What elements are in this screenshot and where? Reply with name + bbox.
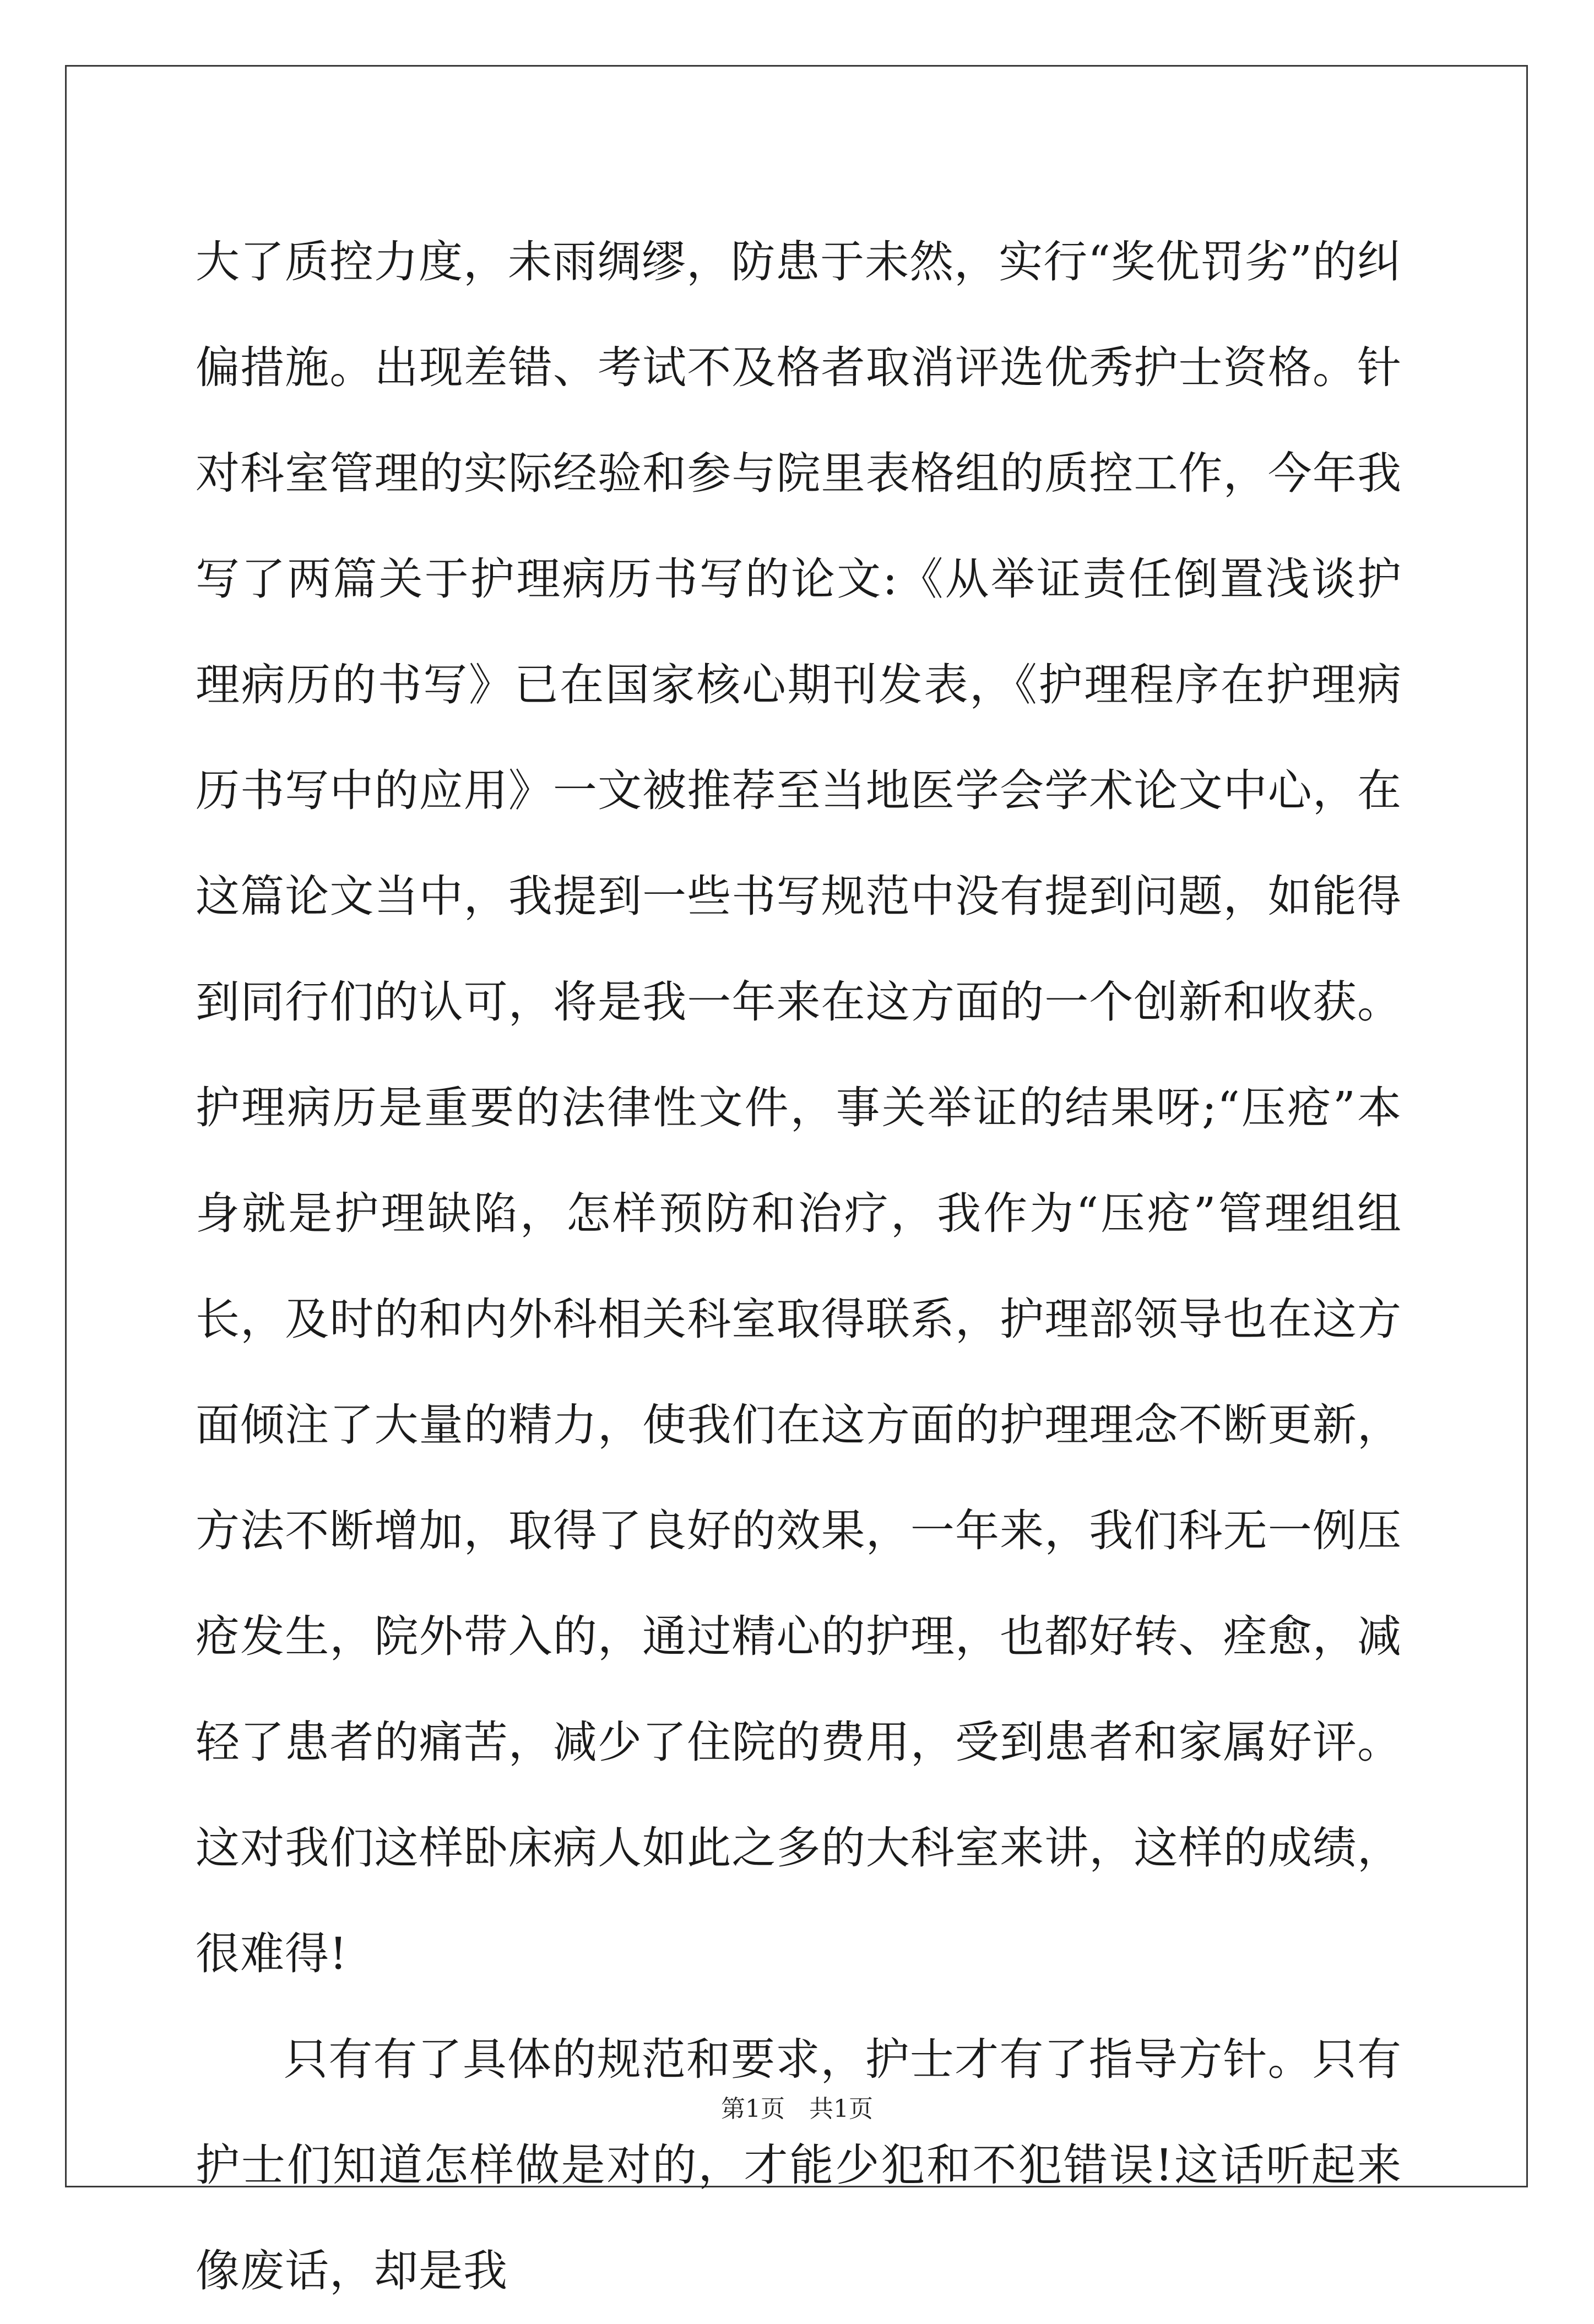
paragraph-1: 大了质控力度，未雨绸缪，防患于未然，实行“奖优罚劣”的纠偏措施。出现差错、考试不及格者取消评选优秀护士资格。针对科室管理的实际经验和参与院里表格组的质控工作，今年我写了两篇关于护理病历书写的论文:《从举证责任倒置浅谈护理病历的书写》已在国家核心期刊发表，《护理程序在护理病历书写中的应用》一文被推荐至当地医学会学术论文中心，在这篇论文当中，我提到一些书写规范中没有提到问题，如能得到同行们的认可，将是我一年来在这方面的一个创新和收获。护理病历是重要的法律性文件，事关举证的结果呀;“压疮”本身就是护理缺陷，怎样预防和治疗，我作为“压疮”管理组组长，及时的和内外科相关科室取得联系，护理部领导也在这方面倾注了大量的精力，使我们在这方面的护理理念不断更新，方法不断增加，取得了良好的效果，一年来，我们科无一例压疮发生，院外带入的，通过精心的护理，也都好转、痊愈，减轻了患者的痛苦，减少了住院的费用，受到患者和家属好评。这对我们这样卧床病人如此之多的大科室来讲，这样的成绩，很难得!: [196, 236, 1402, 1979]
paragraph-2: 只有有了具体的规范和要求，护士才有了指导方针。只有护士们知道怎样做是对的，才能少犯和不犯错误!这话听起来像废话，却是我: [196, 2034, 1402, 2296]
page-footer: 第1页 共1页: [721, 2095, 873, 2123]
document-body: [196, 209, 1402, 2324]
